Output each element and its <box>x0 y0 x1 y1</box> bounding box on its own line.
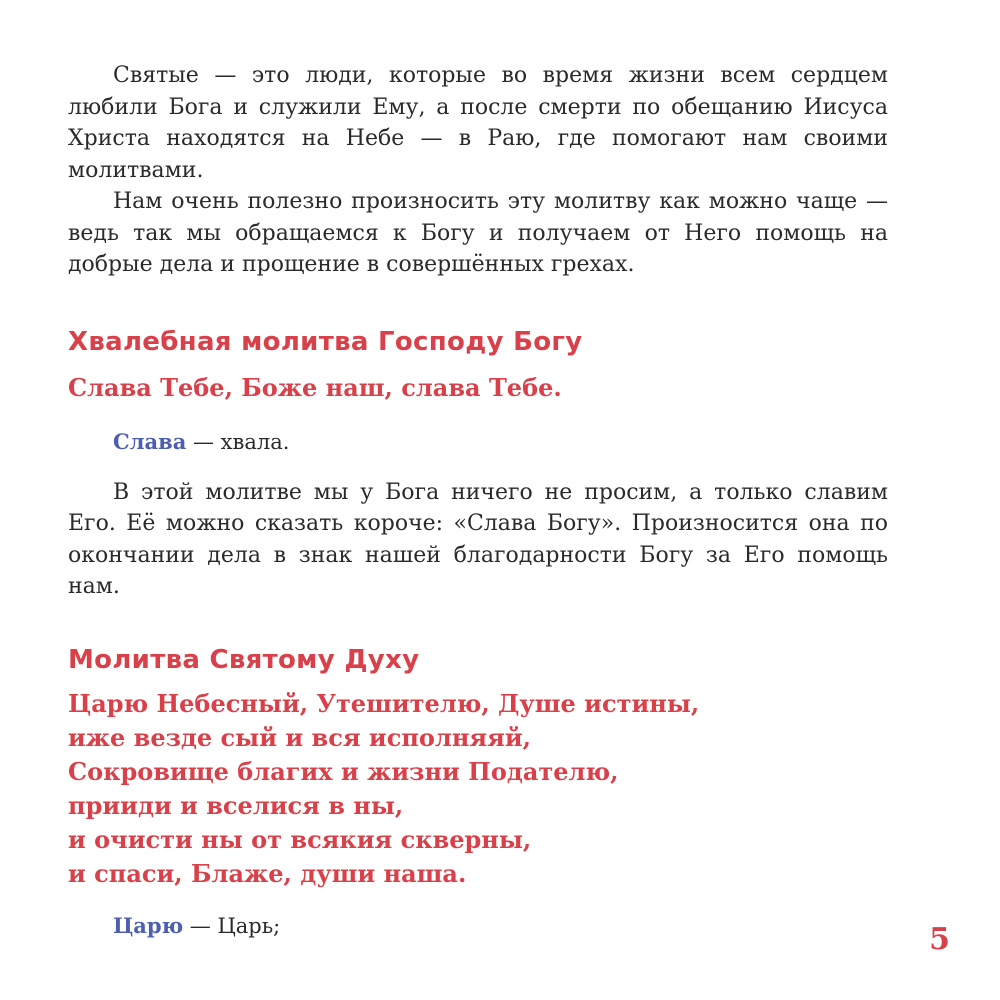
prayer-line: и очисти ны от всякия скверны, <box>68 824 532 854</box>
gloss-definition: — Царь; <box>183 913 281 938</box>
praise-prayer-text: Слава Тебе, Боже наш, слава Тебе. <box>68 372 562 402</box>
intro-paragraph-2: Нам очень полезно произносить эту молитву как можно чаще — ведь так мы обращаемся к Богу и получаем от Него помощь на добрые дела и прощение в совершённых грехах. <box>68 189 888 277</box>
prayer-line: иже везде сый и вся исполняяй, <box>68 722 531 752</box>
page-content <box>68 60 888 941</box>
page-number: 5 <box>929 922 950 957</box>
gloss-term: Слава <box>113 428 187 454</box>
prayer-line: и спаси, Блаже, души наша. <box>68 858 467 888</box>
section-heading-holy-spirit-prayer: Молитва Святому Духу <box>68 644 420 675</box>
intro-paragraph-1: Святые — это люди, которые во время жизни всем сердцем любили Бога и служили Ему, а после смерти по обещанию Иисуса Христа находятся на Небе — в Раю, где помогают нам своими молитвами. <box>68 63 888 183</box>
prayer-line: Царю Небесный, Утешителю, Душе истины, <box>68 688 700 718</box>
gloss-definition: — хвала. <box>186 429 290 454</box>
holy-spirit-prayer-text <box>68 687 888 891</box>
gloss-entry <box>68 911 888 941</box>
gloss-term: Царю <box>113 912 184 938</box>
prayer-line: прииди и вселися в ны, <box>68 790 404 820</box>
prayer-line: Сокровище благих и жизни Подателю, <box>68 756 619 786</box>
praise-explanation-paragraph: В этой молитве мы у Бога ничего не просим, а только славим Его. Её можно сказать короче: «Слава Богу». Произносится она по окончании дела в знак нашей благодарности Богу за Его помощь нам. <box>68 479 888 599</box>
section-heading-praise-prayer: Хвалебная молитва Господу Богу <box>68 326 583 357</box>
gloss-entry <box>68 427 888 457</box>
